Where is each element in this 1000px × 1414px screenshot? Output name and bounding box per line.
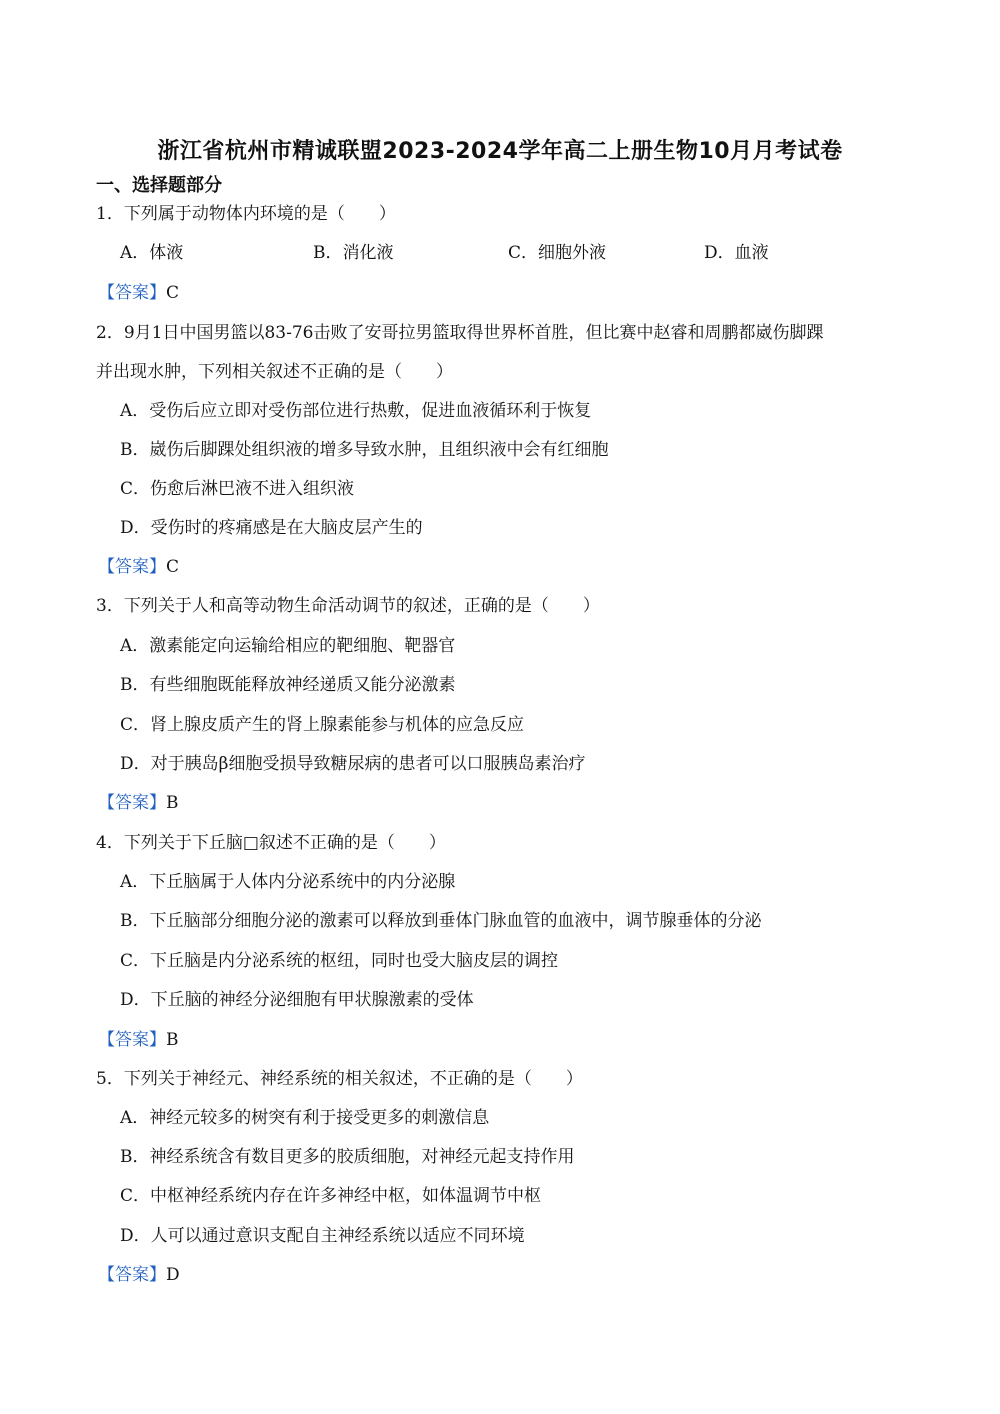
question-3-stem: 3．下列关于人和高等动物生命活动调节的叙述，正确的是（ ） <box>96 596 600 616</box>
page-title: 浙江省杭州市精诚联盟2023-2024学年高二上册生物10月月考试卷 <box>157 139 843 164</box>
answer-tag: 【答案】 <box>98 1265 166 1285</box>
question-3-answer <box>98 792 179 814</box>
question-2-option-c: C．伤愈后淋巴液不进入组织液 <box>120 479 355 499</box>
question-5-option-c: C．中枢神经系统内存在许多神经中枢，如体温调节中枢 <box>120 1186 542 1206</box>
question-5-option-b: B．神经系统含有数目更多的胶质细胞，对神经元起支持作用 <box>120 1147 575 1167</box>
question-1-answer <box>98 282 179 304</box>
answer-value: B <box>166 1030 179 1050</box>
question-4-option-b: B．下丘脑部分细胞分泌的激素可以释放到垂体门脉血管的血液中，调节腺垂体的分泌 <box>120 911 762 931</box>
question-4-option-d: D．下丘脑的神经分泌细胞有甲状腺激素的受体 <box>120 990 474 1010</box>
question-1-option-b: B．消化液 <box>313 243 394 263</box>
question-1-option-a: A．体液 <box>120 243 184 263</box>
question-3-option-b: B．有些细胞既能释放神经递质又能分泌激素 <box>120 675 456 695</box>
question-3-option-c: C．肾上腺皮质产生的肾上腺素能参与机体的应急反应 <box>120 715 525 735</box>
question-2-option-d: D．受伤时的疼痛感是在大脑皮层产生的 <box>120 518 423 538</box>
question-4-option-c: C．下丘脑是内分泌系统的枢纽，同时也受大脑皮层的调控 <box>120 951 559 971</box>
question-3-option-d: D．对于胰岛β细胞受损导致糖尿病的患者可以口服胰岛素治疗 <box>120 754 586 774</box>
section-heading: 一、选择题部分 <box>96 175 222 196</box>
question-5-option-a: A．神经元较多的树突有利于接受更多的刺激信息 <box>120 1108 490 1128</box>
answer-value: C <box>166 557 180 577</box>
answer-value: D <box>166 1265 180 1285</box>
question-2-stem-line-1: 2．9月1日中国男篮以83-76击败了安哥拉男篮取得世界杯首胜，但比赛中赵睿和周鹏都崴伤脚踝 <box>96 323 824 343</box>
answer-tag: 【答案】 <box>98 1030 166 1050</box>
question-1-stem: 1．下列属于动物体内环境的是（ ） <box>96 204 396 224</box>
question-2-option-b: B．崴伤后脚踝处组织液的增多导致水肿，且组织液中会有红细胞 <box>120 440 609 460</box>
answer-value: C <box>166 283 180 303</box>
answer-value: B <box>166 793 179 813</box>
question-4-answer <box>98 1029 179 1051</box>
question-5-answer <box>98 1264 180 1286</box>
answer-tag: 【答案】 <box>98 283 166 303</box>
question-4-option-a: A．下丘脑属于人体内分泌系统中的内分泌腺 <box>120 872 456 892</box>
question-3-option-a: A．激素能定向运输给相应的靶细胞、靶器官 <box>120 636 456 656</box>
question-4-stem: 4．下列关于下丘脑□叙述不正确的是（ ） <box>96 833 446 853</box>
question-2-option-a: A．受伤后应立即对受伤部位进行热敷，促进血液循环利于恢复 <box>120 401 592 421</box>
question-1-option-d: D．血液 <box>704 243 769 263</box>
question-2-answer <box>98 556 179 578</box>
answer-tag: 【答案】 <box>98 793 166 813</box>
question-1-option-c: C．细胞外液 <box>508 243 607 263</box>
question-5-option-d: D．人可以通过意识支配自主神经系统以适应不同环境 <box>120 1226 525 1246</box>
question-5-stem: 5．下列关于神经元、神经系统的相关叙述，不正确的是（ ） <box>96 1069 583 1089</box>
answer-tag: 【答案】 <box>98 557 166 577</box>
question-2-stem-line-2: 并出现水肿，下列相关叙述不正确的是（ ） <box>96 362 453 382</box>
